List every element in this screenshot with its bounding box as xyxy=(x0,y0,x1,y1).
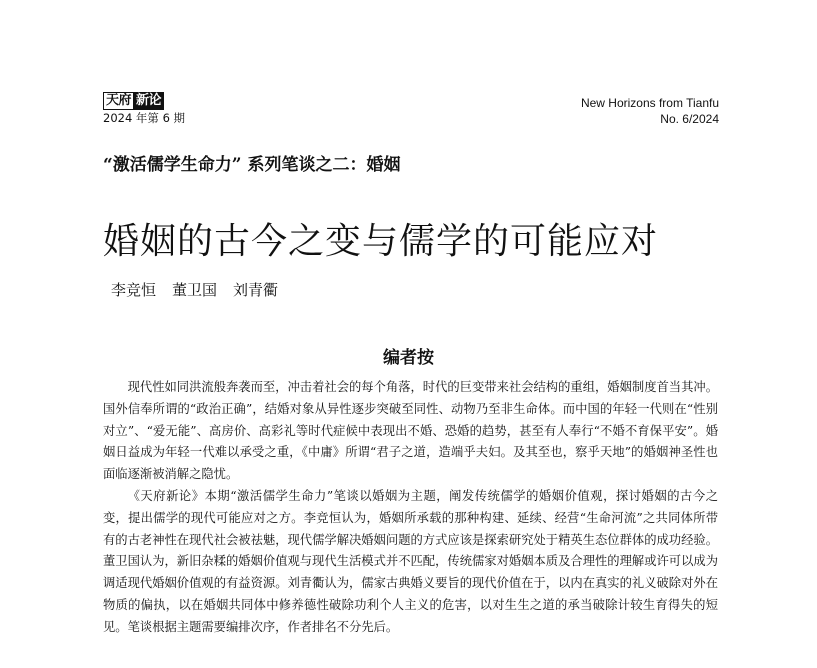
issue-number-chinese: 2024 年第 6 期 xyxy=(103,111,186,125)
author-name: 李竞恒 xyxy=(111,281,157,299)
journal-header-english xyxy=(581,95,719,127)
issue-number-english: No. 6/2024 xyxy=(660,112,719,126)
author-name: 刘青衢 xyxy=(233,281,279,299)
logo-left-text: 天府 xyxy=(103,92,133,110)
article-title: 婚姻的古今之变与儒学的可能应对 xyxy=(103,221,659,262)
editor-note-paragraph: 《天府新论》本期“激活儒学生命力”笔谈以婚姻为主题，阐发传统儒学的婚姻价值观，探讨婚姻的古今之变，提出儒学的现代可能应对之方。李竞恒认为，婚姻所承载的那种构建、延续、经营“生命河流”之共同体所带有的古老神性在现代社会被祛魅，现代儒学解决婚姻问题的方式应该是探索研究处于精英生态位群体的成功经验。董卫国认为，新旧杂糅的婚姻价值观与现代生活模式并不匹配，传统儒家对婚姻本质及合理性的理解或许可以成为调适现代婚姻价值观的有益资源。刘青衢认为，儒家古典婚义要旨的现代价值在于，以内在真实的礼义破除对外在物质的偏执，以在婚姻共同体中修养德性破除功利个人主义的危害，以对生生之道的承当破除计较生育得失的短见。笔谈根据主题需要编排次序，作者排名不分先后。 xyxy=(103,488,718,634)
journal-name-english: New Horizons from Tianfu xyxy=(580,96,719,110)
series-title: “激活儒学生命力” 系列笔谈之二：婚姻 xyxy=(103,155,401,175)
editor-note-paragraph: 现代性如同洪流般奔袭而至，冲击着社会的每个角落，时代的巨变带来社会结构的重组，婚姻制度首当其冲。国外信奉所谓的“政治正确”，结婚对象从异性逐步突破至同性、动物乃至非生命体。而中国的年轻一代则在“性别对立”、“爱无能”、高房价、高彩礼等时代症候中表现出不婚、恐婚的趋势，甚至有人奉行“不婚不育保平安”。婚姻日益成为年轻一代难以承受之重，《中庸》所谓“君子之道，造端乎夫妇。及其至也，察乎天地”的婚姻神圣性也面临逐渐被消解之隐忧。 xyxy=(103,380,718,482)
logo-right-text: 新论 xyxy=(133,92,164,110)
editor-note-body xyxy=(103,377,718,639)
author-name: 董卫国 xyxy=(172,281,218,299)
editor-note-heading: 编者按 xyxy=(383,348,434,368)
author-list xyxy=(111,279,294,300)
journal-logo xyxy=(103,92,164,110)
